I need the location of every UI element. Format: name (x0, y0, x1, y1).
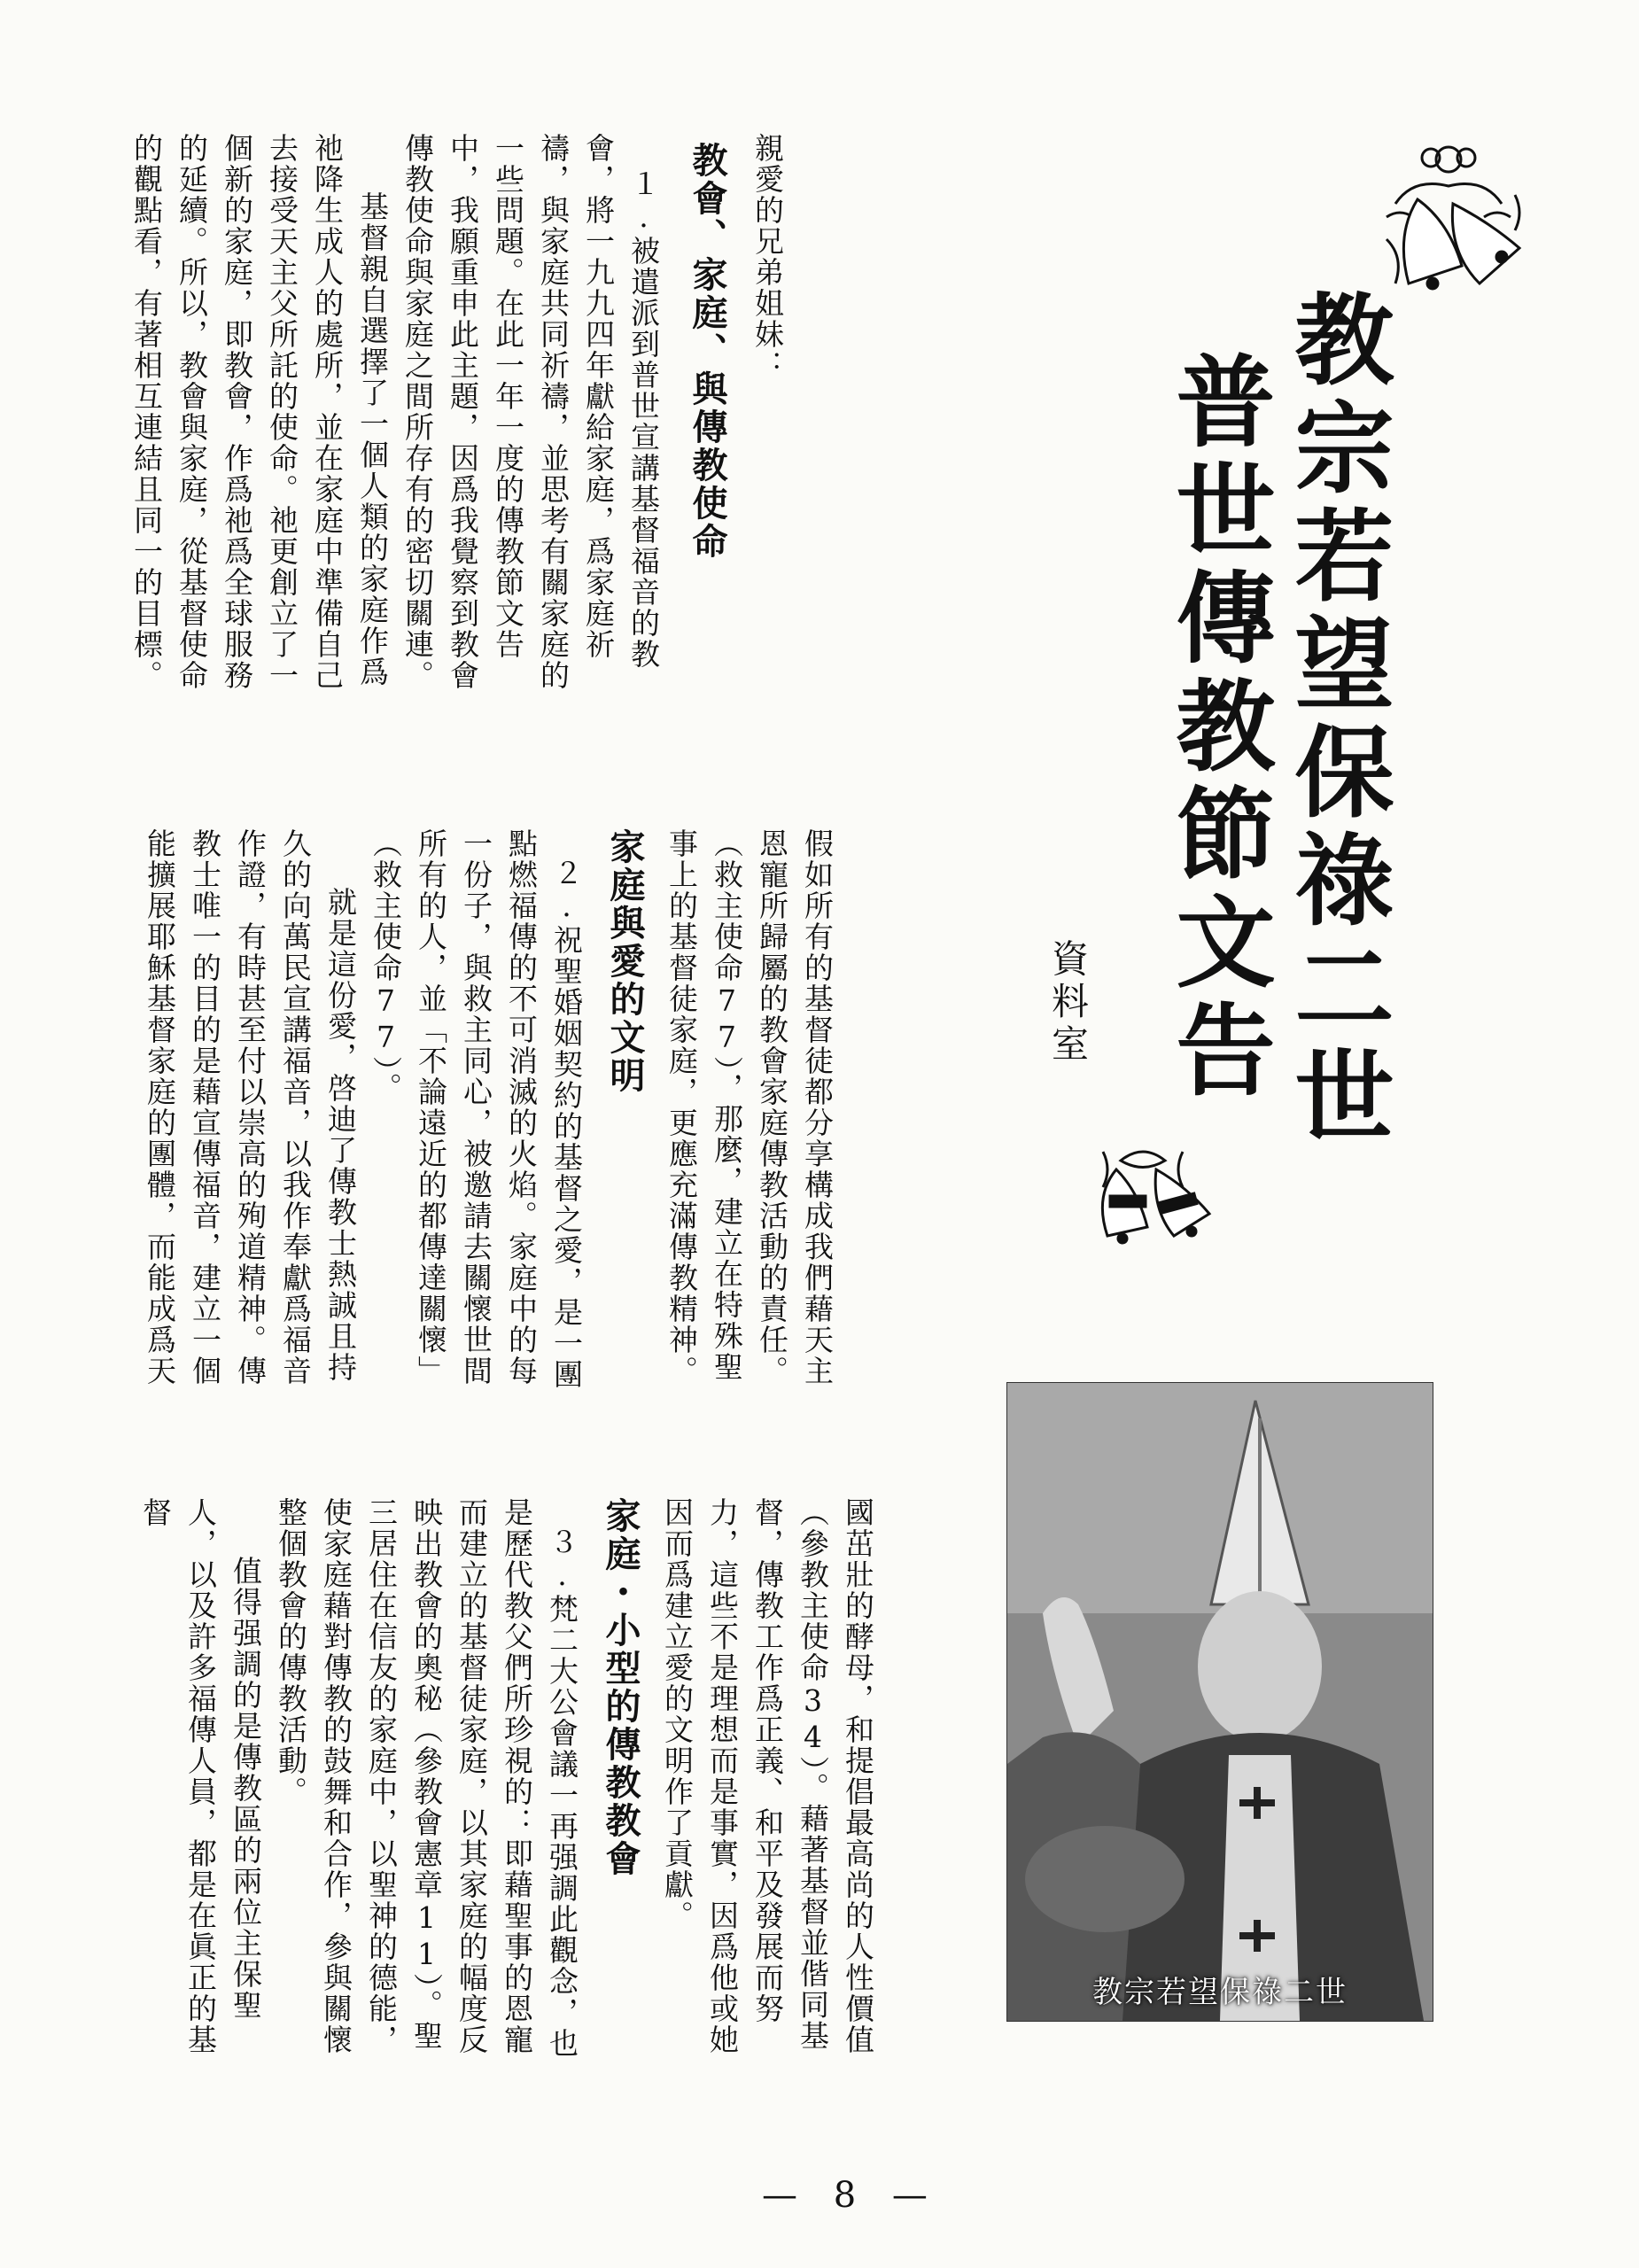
byline: 資料室 (1046, 939, 1090, 1067)
bells-ornament-small-icon (1068, 1143, 1218, 1249)
paragraph-2: 基督親自選擇了一個人類的家庭作爲祂降生成人的處所，並在家庭中準備自己去接受天主父所託的使命。祂更創立了一個新的家庭，即教會，作爲祂爲全球服務的延續。所以，教會與家庭，從基督使命的觀點看，有著相互連結且同一的目標。 (129, 133, 390, 691)
article-column-middle (137, 828, 840, 1395)
paragraph-6: 國茁壯的酵母，和提倡最高尚的人性價值（參教主使命34）。藉著基督並偕同基督，傳教工作爲正義、和平及發展而努力，這些不是理想而是事實，因爲他或她因而爲建立愛的文明作了貢獻。 (660, 1497, 875, 2055)
article-column-bottom (133, 1497, 881, 2073)
bells-ornament-top-icon (1369, 133, 1528, 310)
page-title-line2: 普世傳教節文告 (1160, 350, 1275, 1107)
pope-photo-illustration (1007, 1383, 1433, 2021)
page-number: — 8 — (762, 2175, 940, 2216)
section-heading-1: 教會、家庭、與傳教使命 (687, 142, 727, 561)
paragraph-1: １.被遣派到普世宣講基督福音的教會，將一九九四年獻給家庭，爲家庭祈禱，與家庭共同祈禱，並思考有關家庭的一些問題。在此一年一度的傳教節文告中，我願重申此主題，因爲我覺察到教會傳教使命與家庭之間所存有的密切關連。 (400, 133, 661, 691)
paragraph-4: ２.祝聖婚姻契約的基督之愛，是一團點燃福傳的不可消滅的火焰。家庭中的每一份子，與救主同心，被邀請去關懷世間所有的人，並「不論遠近的都傳達關懷」（救主使命77）。 (369, 828, 584, 1390)
paragraph-8: 值得强調的是傳教區的兩位主保聖人，以及許多福傳人員，都是在眞正的基督 (138, 1497, 263, 2055)
pope-photo (1006, 1382, 1433, 2022)
article-column-top (124, 133, 790, 709)
salutation: 親愛的兄弟姐妹： (750, 133, 785, 381)
paragraph-5: 就是這份愛，啓迪了傳教士熱誠且持久的向萬民宣講福音，以我作奉獻爲福音作證，有時甚至付以崇高的殉道精神。傳教士唯一的目的是藉宣傳福音，建立一個能擴展耶穌基督家庭的團體，而能成爲天 (143, 828, 358, 1386)
section-heading-2: 家庭與愛的文明 (604, 828, 645, 1095)
section-heading-3: 家庭・小型的傳教教會 (600, 1497, 641, 1878)
photo-caption: 教宗若望保祿二世 (1092, 1974, 1348, 2010)
paragraph-3: 假如所有的基督徒都分享構成我們藉天主恩寵所歸屬的教會家庭傳教活動的責任。（救主使命77），那麼，建立在特殊聖事上的基督徒家庭，更應充滿傳教精神。 (664, 828, 835, 1386)
page-title-line1: 教宗若望保祿二世 (1278, 288, 1394, 1153)
paragraph-7: ３.梵二大公會議一再强調此觀念，也是歷代教父們所珍視的：即藉聖事的恩寵而建立的基督徒家庭，以其家庭的幅度反映出教會的奧秘（參教會憲章11）。聖三居住在信友的家庭中，以聖神的德能，使家庭藉對傳教的鼓舞和合作，參與關懷整個教會的傳教活動。 (274, 1497, 579, 2059)
